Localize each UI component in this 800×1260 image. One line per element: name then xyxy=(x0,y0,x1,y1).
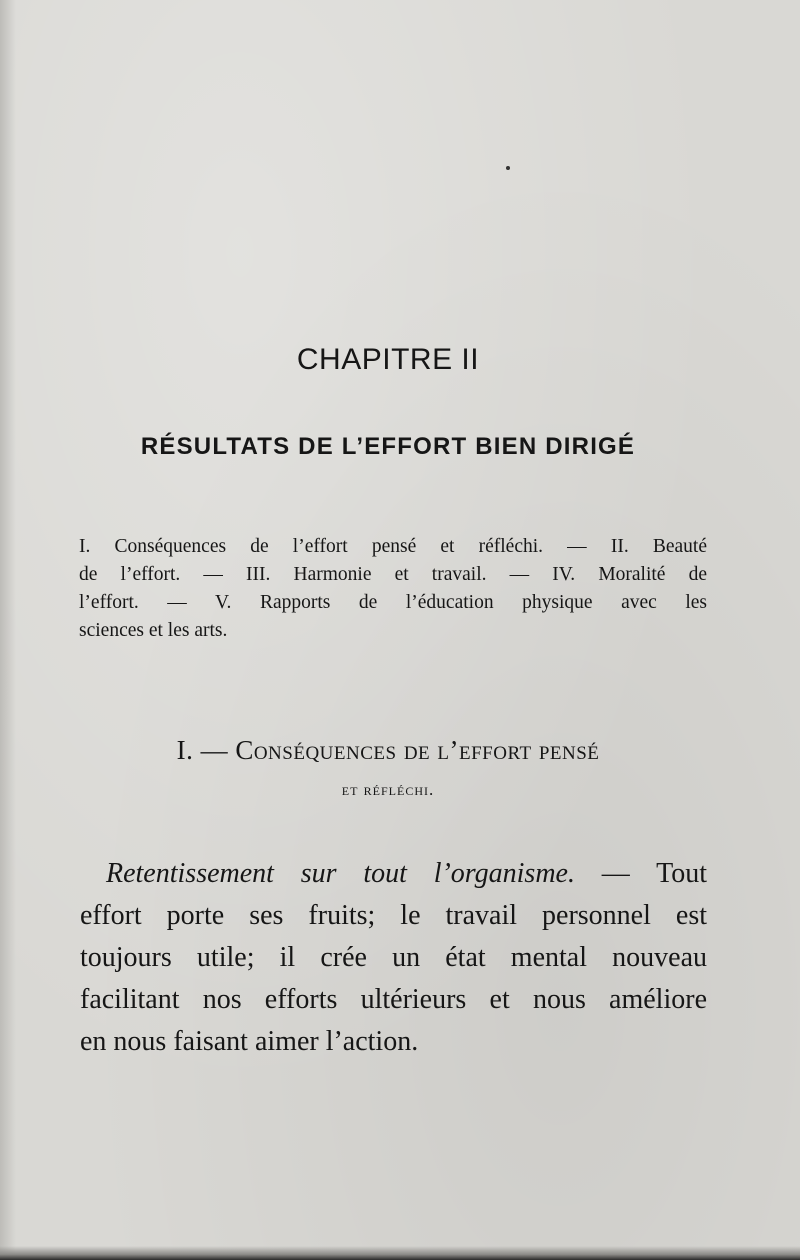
ink-speck xyxy=(506,166,510,170)
chapter-title: RÉSULTATS DE L’EFFORT BIEN DIRIGÉ xyxy=(140,433,636,460)
summary-line: I. Conséquences de l’effort pensé et réfléchi. — II. Beauté xyxy=(79,536,707,557)
summary-line: de l’effort. — III. Harmonie et travail. — IV. Moralité de xyxy=(79,564,707,585)
summary-line: sciences et les arts. xyxy=(79,620,228,641)
body-paragraph xyxy=(80,853,707,1063)
paragraph-first-line xyxy=(80,853,707,895)
paragraph-line: effort porte ses fruits; le travail personnel est xyxy=(80,900,707,931)
paragraph-line: toujours utile; il crée un état mental nouveau xyxy=(80,942,707,973)
paragraph-first-line-rest: — Tout xyxy=(574,858,707,889)
chapter-summary xyxy=(79,533,707,645)
chapter-number: CHAPITRE II xyxy=(296,343,480,376)
scan-shadow-bottom xyxy=(0,1246,800,1260)
scan-shadow-left xyxy=(0,0,16,1260)
run-in-heading: Retentissement sur tout l’organisme. xyxy=(106,858,575,889)
paragraph-line: en nous faisant aimer l’action. xyxy=(80,1026,419,1057)
section-heading xyxy=(0,735,776,766)
section-title-line2: et réfléchi. xyxy=(341,780,435,799)
section-title-line1: Conséquences de l’effort pensé xyxy=(235,735,600,765)
paragraph-line: facilitant nos efforts ultérieurs et nous améliore xyxy=(80,984,707,1015)
section-number: I. — xyxy=(176,735,236,765)
summary-line: l’effort. — V. Rapports de l’éducation physique avec les xyxy=(79,592,707,613)
